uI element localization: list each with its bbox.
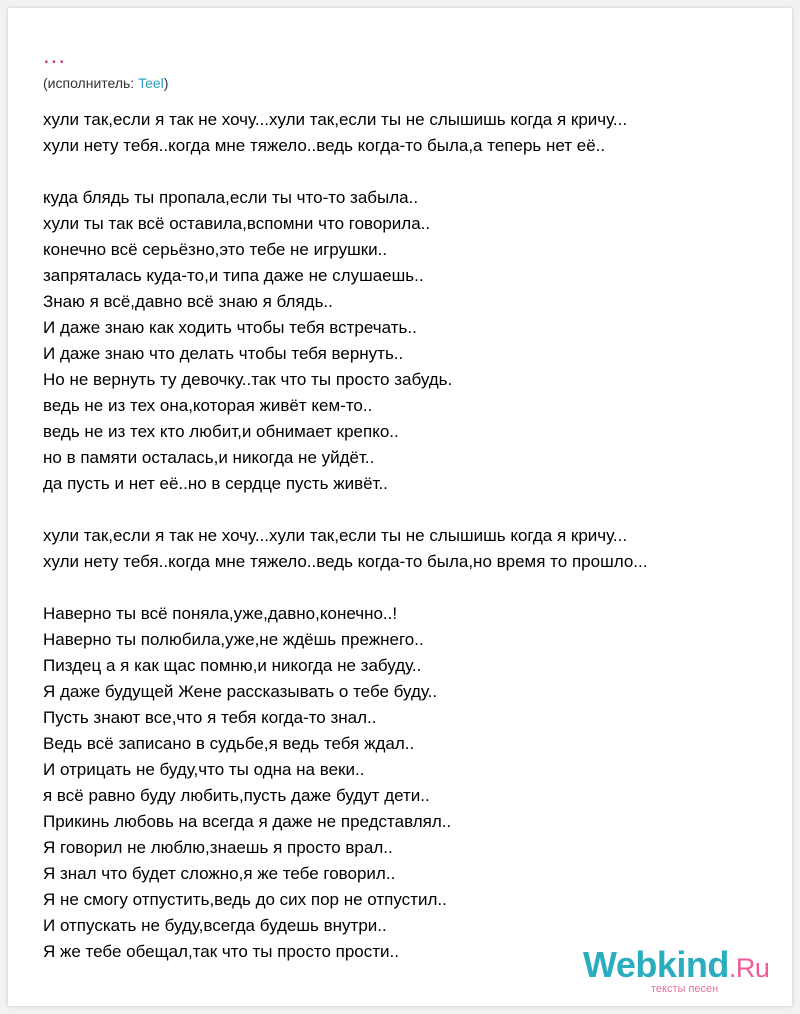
lyric-line: Знаю я всё,давно всё знаю я блядь.. xyxy=(43,292,333,311)
lyrics-page xyxy=(8,8,792,1006)
lyric-line: Я знал что будет сложно,я же тебе говорил.. xyxy=(43,864,396,883)
lyric-line: хули так,если я так не хочу...хули так,если ты не слышишь когда я кричу... xyxy=(43,110,628,129)
lyric-line: хули нету тебя..когда мне тяжело..ведь когда-то была,а теперь нет её.. xyxy=(43,136,606,155)
lyric-line: я всё равно буду любить,пусть даже будут дети.. xyxy=(43,786,430,805)
lyric-line: Я даже будущей Жене рассказывать о тебе буду.. xyxy=(43,682,438,701)
lyric-line: хули так,если я так не хочу...хули так,если ты не слышишь когда я кричу... xyxy=(43,526,628,545)
lyric-line: конечно всё серьёзно,это тебе не игрушки.. xyxy=(43,240,388,259)
lyric-line: хули ты так всё оставила,вспомни что говорила.. xyxy=(43,214,431,233)
lyrics-stanza xyxy=(43,601,788,965)
lyric-line: куда блядь ты пропала,если ты что-то забыла.. xyxy=(43,188,419,207)
lyric-line: И отпускать не буду,всегда будешь внутри.. xyxy=(43,916,387,935)
lyric-line: И даже знаю как ходить чтобы тебя встречать.. xyxy=(43,318,417,337)
logo-ru-text: .Ru xyxy=(728,953,770,983)
lyrics-text xyxy=(43,107,788,991)
lyric-line: И отрицать не буду,что ты одна на веки.. xyxy=(43,760,365,779)
artist-link[interactable]: Teel xyxy=(138,75,164,91)
artist-prefix: (исполнитель: xyxy=(43,75,139,91)
artist-suffix: ) xyxy=(163,75,169,91)
logo-tagline: тексты песен xyxy=(651,983,719,995)
lyric-line: но в памяти осталась,и никогда не уйдёт.. xyxy=(43,448,375,467)
logo-wordmark xyxy=(583,945,769,988)
logo-main-text: Webkind xyxy=(583,944,729,985)
lyrics-stanza xyxy=(43,523,788,575)
lyrics-stanza xyxy=(43,107,788,159)
webkind-logo xyxy=(583,945,783,995)
lyric-line: Прикинь любовь на всегда я даже не представлял.. xyxy=(43,812,452,831)
lyric-line: Но не вернуть ту девочку..так что ты просто забудь. xyxy=(43,370,453,389)
artist-line xyxy=(43,74,168,92)
song-title: ... xyxy=(43,42,67,69)
lyric-line: Я говорил не люблю,знаешь я просто врал.. xyxy=(43,838,393,857)
lyric-line: Пиздец а я как щас помню,и никогда не забуду.. xyxy=(43,656,422,675)
lyric-line: Я же тебе обещал,так что ты просто прости.. xyxy=(43,942,399,961)
lyric-line: Пусть знают все,что я тебя когда-то знал.. xyxy=(43,708,377,727)
lyric-line: запряталась куда-то,и типа даже не слушаешь.. xyxy=(43,266,424,285)
lyric-line: И даже знаю что делать чтобы тебя вернуть.. xyxy=(43,344,404,363)
lyric-line: Наверно ты всё поняла,уже,давно,конечно..! xyxy=(43,604,398,623)
lyric-line: хули нету тебя..когда мне тяжело..ведь когда-то была,но время то прошло... xyxy=(43,552,648,571)
lyric-line: ведь не из тех кто любит,и обнимает крепко.. xyxy=(43,422,399,441)
lyric-line: да пусть и нет её..но в сердце пусть живёт.. xyxy=(43,474,388,493)
lyric-line: ведь не из тех она,которая живёт кем-то.. xyxy=(43,396,373,415)
lyrics-stanza xyxy=(43,185,788,497)
lyric-line: Наверно ты полюбила,уже,не ждёшь прежнего.. xyxy=(43,630,424,649)
lyric-line: Я не смогу отпустить,ведь до сих пор не отпустил.. xyxy=(43,890,447,909)
lyric-line: Ведь всё записано в судьбе,я ведь тебя ждал.. xyxy=(43,734,415,753)
